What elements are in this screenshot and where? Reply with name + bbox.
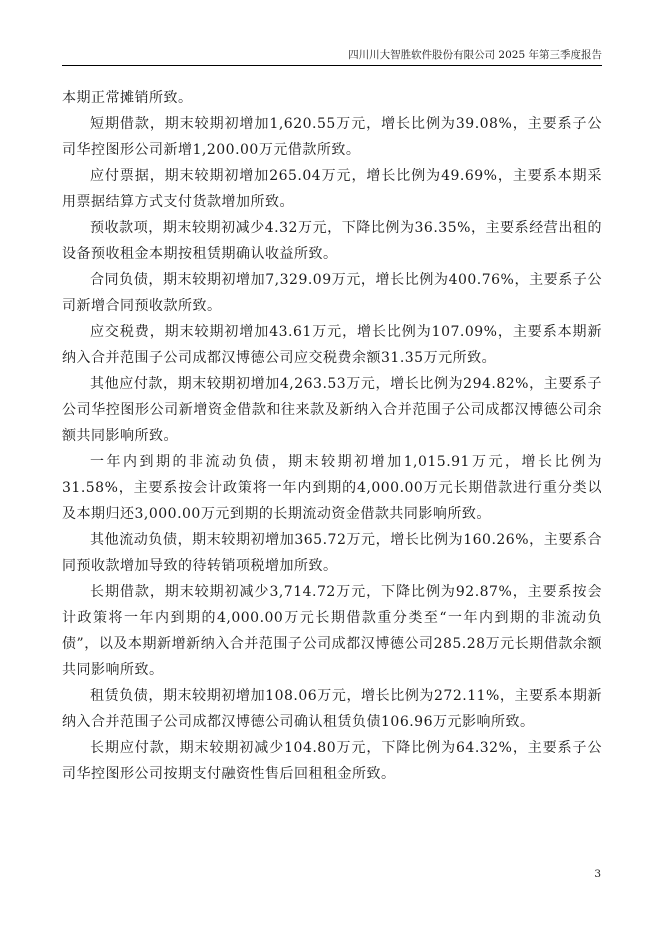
- page-header: [62, 45, 602, 66]
- paragraph-lease-liabilities: 租赁负债，期末较期初增加108.06万元，增长比例为272.11%，主要系本期新纳入合并范围子公司成都汉博德公司确认租赁负债106.96万元影响所致。: [62, 688, 602, 730]
- paragraph-continuation: 本期正常摊销所致。: [62, 90, 193, 106]
- paragraph-long-term-loans: 长期借款，期末较期初减少3,714.72万元，下降比例为92.87%，主要系按会计政策将一年内到期的4,000.00万元长期借款重分类至“一年内到期的非流动负债”，以及本期新增新纳入合并范围子公司成都汉博德公司285.28万元长期借款余额共同影响所致。: [62, 584, 602, 678]
- paragraph-long-term-payables: 长期应付款，期末较期初减少104.80万元，下降比例为64.32%，主要系子公司华控图形公司按期支付融资性售后回租租金所致。: [62, 740, 602, 782]
- paragraph-short-term-loans: 短期借款，期末较期初增加1,620.55万元，增长比例为39.08%，主要系子公司华控图形公司新增1,200.00万元借款所致。: [62, 116, 602, 158]
- paragraph-notes-payable: 应付票据，期末较期初增加265.04万元，增长比例为49.69%，主要系本期采用票据结算方式支付货款增加所致。: [62, 168, 602, 210]
- paragraph-contract-liabilities: 合同负债，期末较期初增加7,329.09万元，增长比例为400.76%，主要系子公司新增合同预收款所致。: [62, 272, 602, 314]
- paragraph-current-portion-noncurrent-liabilities: 一年内到期的非流动负债，期末较期初增加1,015.91万元，增长比例为31.58%，主要系按会计政策将一年内到期的4,000.00万元长期借款进行重分类以及本期归还3,000.00万元到期的长期流动资金借款共同影响所致。: [62, 454, 602, 522]
- paragraph-taxes-payable: 应交税费，期末较期初增加43.61万元，增长比例为107.09%，主要系本期新纳入合并范围子公司成都汉博德公司应交税费余额31.35万元所致。: [62, 324, 602, 366]
- document-body: [62, 85, 602, 787]
- paragraph-other-current-liabilities: 其他流动负债，期末较期初增加365.72万元，增长比例为160.26%，主要系合同预收款增加导致的待转销项税增加所致。: [62, 532, 602, 574]
- paragraph-advance-receipts: 预收款项，期末较期初减少4.32万元，下降比例为36.35%，主要系经营出租的设备预收租金本期按租赁期确认收益所致。: [62, 220, 602, 262]
- header-title: 四川川大智胜软件股份有限公司 2025 年第三季度报告: [348, 49, 602, 61]
- page-number: 3: [594, 868, 601, 880]
- paragraph-other-payables: 其他应付款，期末较期初增加4,263.53万元，增长比例为294.82%，主要系子公司华控图形公司新增资金借款和往来款及新纳入合并范围子公司成都汉博德公司余额共同影响所致。: [62, 376, 602, 444]
